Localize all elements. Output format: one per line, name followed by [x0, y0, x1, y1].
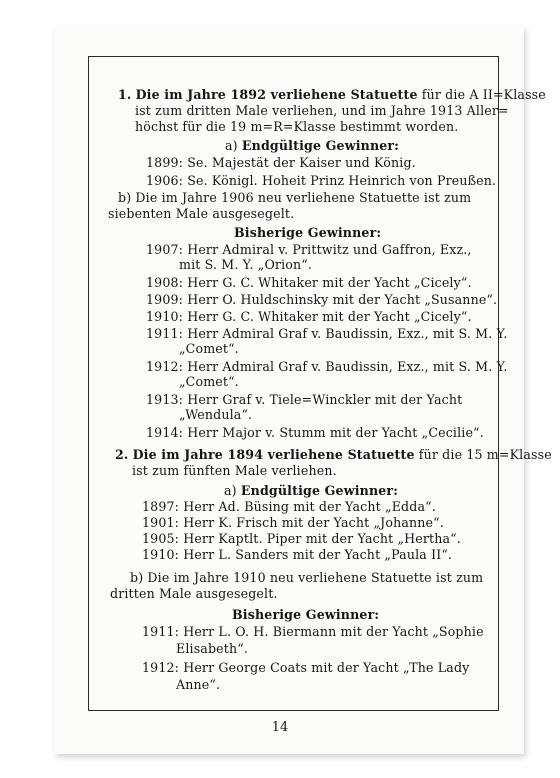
- prior-winner-1911: 1911: Herr Admiral Graf v. Baudissin, Exz., mit S. M. Y.: [146, 326, 508, 341]
- prior-winner-1914: 1914: Herr Major v. Stumm mit der Yacht „Cecilie“.: [146, 425, 484, 440]
- prior-winner-2-1911-cont: Elisabeth“.: [176, 641, 248, 656]
- section1-number: 1.: [118, 87, 132, 102]
- prior-winner-1912-cont: „Comet“.: [179, 374, 239, 389]
- section2-sub-a-label: a): [224, 483, 237, 498]
- prior-winner-1910: 1910: Herr G. C. Whitaker mit der Yacht „Cicely“.: [146, 309, 472, 324]
- section2-heading-bold: Die im Jahre 1894 verliehene Statuette: [132, 447, 415, 462]
- prior-winner-1913: 1913: Herr Graf v. Tiele=Winckler mit der Yacht: [146, 392, 463, 407]
- prior-winner-1907: 1907: Herr Admiral v. Prittwitz und Gaffron, Exz.,: [146, 242, 472, 257]
- final-winner-1905: 1905: Herr Kaptlt. Piper mit der Yacht „Hertha“.: [142, 531, 461, 546]
- section2-prior-title: Bisherige Gewinner:: [232, 607, 380, 622]
- section1-line3: höchst für die 19 m=R=Klasse bestimmt worden.: [135, 119, 459, 134]
- prior-winner-2-1911: 1911: Herr L. O. H. Biermann mit der Yacht „Sophie: [142, 624, 484, 639]
- section1-heading-rest: für die A II=Klasse: [421, 87, 546, 102]
- section2-sub-b-line2: dritten Male ausgesegelt.: [110, 586, 278, 601]
- section1-sub-a-title: Endgültige Gewinner:: [241, 138, 400, 153]
- section1-prior-title: Bisherige Gewinner:: [234, 225, 382, 240]
- prior-winner-2-1912: 1912: Herr George Coats mit der Yacht „The Lady: [142, 660, 470, 675]
- prior-winner-1911-cont: „Comet“.: [179, 341, 239, 356]
- prior-winner-1907-cont: mit S. M. Y. „Orion“.: [179, 257, 312, 272]
- page-number: 14: [271, 720, 289, 735]
- section1-heading: [118, 88, 546, 102]
- final-winner-1899: 1899: Se. Majestät der Kaiser und König.: [146, 155, 416, 170]
- prior-winner-1908: 1908: Herr G. C. Whitaker mit der Yacht „Cicely“.: [146, 275, 472, 290]
- section2-sub-a: [224, 484, 398, 498]
- section1-sub-b-line2: siebenten Male ausgesegelt.: [108, 206, 295, 221]
- prior-winner-1913-cont: „Wendula“.: [179, 407, 253, 422]
- section2-sub-b-line1: b) Die im Jahre 1910 neu verliehene Statuette ist zum: [130, 570, 484, 585]
- prior-winner-1912: 1912: Herr Admiral Graf v. Baudissin, Exz., mit S. M. Y.: [146, 359, 508, 374]
- final-winner-1910: 1910: Herr L. Sanders mit der Yacht „Paula II“.: [142, 547, 453, 562]
- section2-heading-rest: für die 15 m=Klasse: [418, 447, 552, 462]
- prior-winner-2-1912-cont: Anne“.: [176, 677, 221, 692]
- prior-winner-1909: 1909: Herr O. Huldschinsky mit der Yacht „Susanne“.: [146, 292, 498, 307]
- section1-heading-bold: Die im Jahre 1892 verliehene Statuette: [135, 87, 418, 102]
- final-winner-1906: 1906: Se. Königl. Hoheit Prinz Heinrich von Preußen.: [146, 173, 497, 188]
- section2-line2: ist zum fünften Male verliehen.: [132, 463, 337, 478]
- final-winner-1897: 1897: Herr Ad. Büsing mit der Yacht „Edda“.: [142, 499, 436, 514]
- section2-heading: [115, 448, 552, 462]
- section1-line2: ist zum dritten Male verliehen, und im Jahre 1913 Aller=: [135, 103, 509, 118]
- final-winner-1901: 1901: Herr K. Frisch mit der Yacht „Johanne“.: [142, 515, 444, 530]
- section1-sub-a-label: a): [225, 138, 238, 153]
- section2-number: 2.: [115, 447, 129, 462]
- section2-sub-a-title: Endgültige Gewinner:: [240, 483, 399, 498]
- section1-sub-b-line1: b) Die im Jahre 1906 neu verliehene Statuette ist zum: [118, 190, 472, 205]
- section1-sub-a: [225, 139, 399, 153]
